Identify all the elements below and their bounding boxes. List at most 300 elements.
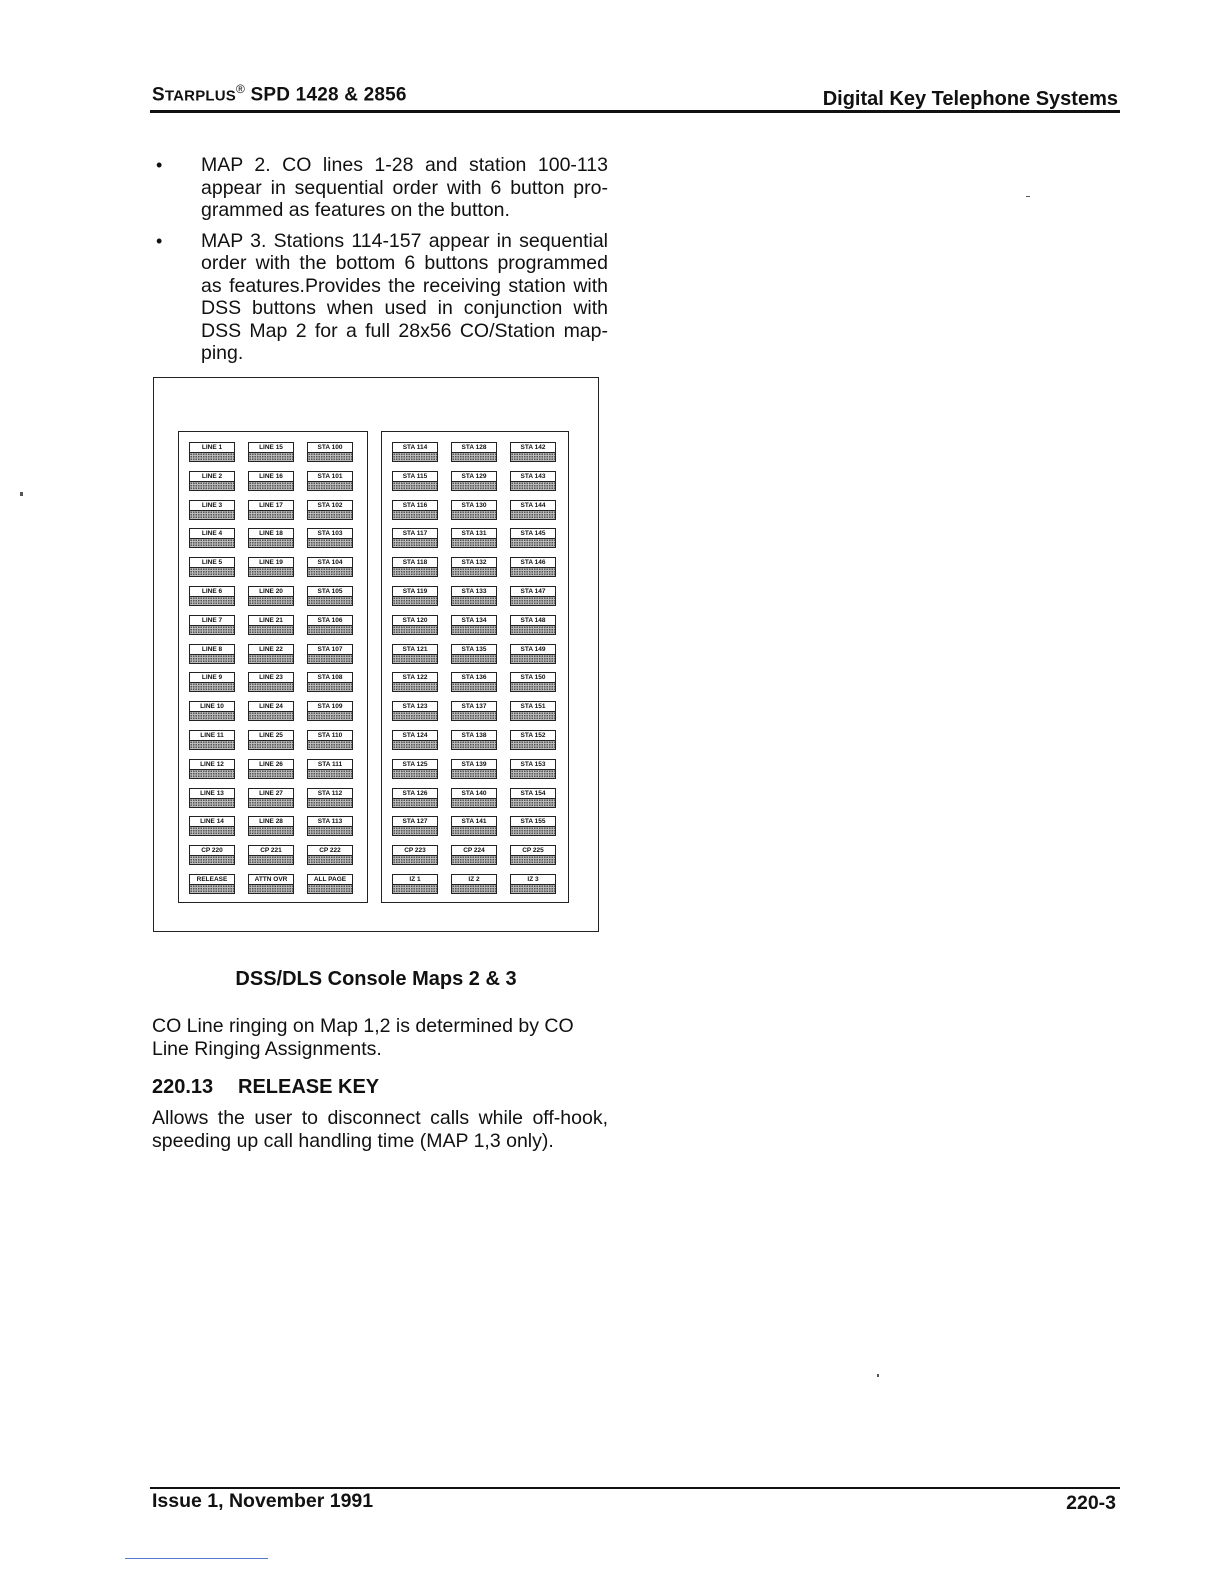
bullet-dot: • (156, 230, 163, 251)
console-button (510, 528, 556, 548)
console-button-label: STA 127 (392, 816, 438, 827)
console-button-lamp (189, 683, 235, 692)
console-button (307, 701, 353, 721)
console-button (307, 557, 353, 577)
console-button-label: STA 149 (510, 644, 556, 655)
console-button-lamp (392, 597, 438, 606)
console-button-label: STA 105 (307, 586, 353, 597)
console-button (510, 759, 556, 779)
console-button (451, 672, 497, 692)
console-button (392, 816, 438, 836)
console-button-label: STA 142 (510, 442, 556, 453)
console-button-label: LINE 28 (248, 816, 294, 827)
footer-page-number: 220-3 (1066, 1492, 1116, 1514)
console-button-lamp (189, 799, 235, 808)
console-button-label: LINE 12 (189, 759, 235, 770)
console-button (510, 701, 556, 721)
console-button-label: LINE 10 (189, 701, 235, 712)
console-button (189, 816, 235, 836)
console-button-label: LINE 25 (248, 730, 294, 741)
console-button-lamp (307, 539, 353, 548)
console-button (307, 672, 353, 692)
console-button-label: STA 155 (510, 816, 556, 827)
console-button-label: STA 118 (392, 557, 438, 568)
console-button-lamp (189, 597, 235, 606)
console-button-lamp (248, 683, 294, 692)
console-button-label: LINE 2 (189, 471, 235, 482)
console-button-label: STA 152 (510, 730, 556, 741)
console-button-label: STA 114 (392, 442, 438, 453)
console-button (392, 442, 438, 462)
console-button-lamp (392, 655, 438, 664)
model-name: SPD 1428 & 2856 (250, 84, 407, 106)
console-button-lamp (189, 482, 235, 491)
console-button-label: STA 113 (307, 816, 353, 827)
scan-artifact-line (125, 1558, 268, 1559)
console-button-label: LINE 26 (248, 759, 294, 770)
console-button (248, 586, 294, 606)
console-button-lamp (248, 770, 294, 779)
console-button (307, 730, 353, 750)
console-button-lamp (307, 453, 353, 462)
console-button-lamp (510, 597, 556, 606)
console-button-lamp (510, 741, 556, 750)
console-button-label: LINE 23 (248, 672, 294, 683)
console-button-label: STA 125 (392, 759, 438, 770)
dss-console-map-3 (381, 431, 569, 903)
console-button-lamp (189, 856, 235, 865)
console-button-label: STA 135 (451, 644, 497, 655)
console-button-label: IZ 3 (510, 874, 556, 885)
console-button (451, 615, 497, 635)
console-button (510, 730, 556, 750)
console-button-lamp (392, 799, 438, 808)
console-button-label: STA 140 (451, 788, 497, 799)
registered-mark: ® (236, 82, 246, 96)
console-button-lamp (451, 453, 497, 462)
console-button-lamp (451, 511, 497, 520)
console-button (510, 615, 556, 635)
console-button-lamp (189, 712, 235, 721)
console-button (307, 615, 353, 635)
console-button (189, 557, 235, 577)
console-button (248, 500, 294, 520)
console-button (248, 845, 294, 865)
console-button-lamp (451, 856, 497, 865)
console-button-lamp (510, 511, 556, 520)
console-button-lamp (307, 568, 353, 577)
console-button (248, 471, 294, 491)
console-button-label: STA 117 (392, 528, 438, 539)
console-button-lamp (307, 712, 353, 721)
console-button-label: LINE 8 (189, 644, 235, 655)
console-button-lamp (392, 482, 438, 491)
console-button-lamp (307, 655, 353, 664)
console-button-lamp (451, 712, 497, 721)
console-button-label: CP 224 (451, 845, 497, 856)
console-button-label: LINE 1 (189, 442, 235, 453)
console-button-lamp (510, 856, 556, 865)
console-button (392, 557, 438, 577)
console-button-label: STA 148 (510, 615, 556, 626)
console-button-lamp (189, 827, 235, 836)
console-button (189, 845, 235, 865)
console-button (189, 471, 235, 491)
console-button-label: STA 146 (510, 557, 556, 568)
console-button (189, 730, 235, 750)
console-button-label: STA 129 (451, 471, 497, 482)
paragraph-ringing: CO Line ringing on Map 1,2 is determined by CO Line Ringing Assignments. (152, 1015, 574, 1060)
console-button-lamp (451, 683, 497, 692)
footer-issue: Issue 1, November 1991 (152, 1490, 374, 1512)
console-button (189, 759, 235, 779)
console-button-lamp (189, 885, 235, 894)
console-button-lamp (307, 770, 353, 779)
console-button (510, 672, 556, 692)
console-button-lamp (248, 712, 294, 721)
console-button-lamp (451, 626, 497, 635)
console-button-lamp (510, 770, 556, 779)
console-button (248, 759, 294, 779)
console-button-label: STA 128 (451, 442, 497, 453)
console-button-lamp (307, 597, 353, 606)
console-button-lamp (248, 482, 294, 491)
console-button (307, 442, 353, 462)
console-button-label: STA 104 (307, 557, 353, 568)
console-button (307, 816, 353, 836)
console-button-label: STA 106 (307, 615, 353, 626)
console-button (451, 845, 497, 865)
console-button-label: STA 123 (392, 701, 438, 712)
console-button-label: STA 153 (510, 759, 556, 770)
console-button-label: STA 115 (392, 471, 438, 482)
console-button-lamp (307, 741, 353, 750)
section-heading (152, 1076, 379, 1099)
console-button-label: STA 119 (392, 586, 438, 597)
console-button-label: STA 103 (307, 528, 353, 539)
console-button-label: STA 108 (307, 672, 353, 683)
console-button (189, 615, 235, 635)
console-button (307, 644, 353, 664)
paragraph-release-key: Allows the user to disconnect calls while off-hook, speeding up call handling time (MAP 1,3 only). (152, 1107, 608, 1152)
section-title: RELEASE KEY (238, 1076, 380, 1098)
console-button-label: LINE 9 (189, 672, 235, 683)
console-button (248, 557, 294, 577)
console-button (307, 874, 353, 894)
console-button (451, 442, 497, 462)
scan-speck (20, 492, 23, 496)
console-button-label: CP 221 (248, 845, 294, 856)
console-button (510, 845, 556, 865)
console-button-lamp (307, 885, 353, 894)
footer-rule (150, 1487, 1120, 1489)
console-button (392, 730, 438, 750)
console-button-lamp (392, 568, 438, 577)
bullet-text: MAP 2. CO lines 1-28 and station 100-113 appear in sequential order with 6 button pro-grammed as features on the button. (201, 154, 608, 221)
console-button-lamp (451, 827, 497, 836)
console-button-label: LINE 4 (189, 528, 235, 539)
console-button-lamp (307, 482, 353, 491)
console-button (510, 816, 556, 836)
console-button-lamp (248, 568, 294, 577)
console-button-lamp (510, 885, 556, 894)
console-button-lamp (392, 741, 438, 750)
console-button-lamp (248, 741, 294, 750)
console-button-lamp (248, 856, 294, 865)
console-button (451, 557, 497, 577)
console-button-lamp (392, 453, 438, 462)
console-button-lamp (510, 655, 556, 664)
console-button-lamp (510, 712, 556, 721)
console-button-lamp (510, 453, 556, 462)
console-button-label: CP 225 (510, 845, 556, 856)
console-button-lamp (510, 626, 556, 635)
console-button-label: CP 223 (392, 845, 438, 856)
console-button-lamp (451, 568, 497, 577)
console-button-label: STA 131 (451, 528, 497, 539)
console-button-label: STA 110 (307, 730, 353, 741)
console-button-lamp (510, 568, 556, 577)
console-button-label: IZ 1 (392, 874, 438, 885)
console-button (451, 471, 497, 491)
console-button-label: STA 122 (392, 672, 438, 683)
console-button-lamp (307, 799, 353, 808)
console-button-label: STA 126 (392, 788, 438, 799)
console-button-lamp (248, 827, 294, 836)
console-button (392, 672, 438, 692)
console-button-label: STA 109 (307, 701, 353, 712)
console-button (392, 471, 438, 491)
console-button (510, 557, 556, 577)
console-button (451, 586, 497, 606)
console-button (451, 644, 497, 664)
section-number: 220.13 (152, 1076, 214, 1098)
console-button-label: STA 143 (510, 471, 556, 482)
scan-speck (1026, 196, 1030, 197)
console-button-label: STA 133 (451, 586, 497, 597)
console-button-lamp (248, 885, 294, 894)
console-button-lamp (248, 511, 294, 520)
console-button-label: LINE 19 (248, 557, 294, 568)
console-button-lamp (451, 770, 497, 779)
console-button (451, 730, 497, 750)
console-button (307, 471, 353, 491)
console-button (392, 759, 438, 779)
console-button-lamp (248, 539, 294, 548)
console-button-label: LINE 21 (248, 615, 294, 626)
console-button (248, 644, 294, 664)
console-button-lamp (189, 453, 235, 462)
console-button (248, 874, 294, 894)
console-button-lamp (392, 856, 438, 865)
console-button (451, 528, 497, 548)
console-button (189, 874, 235, 894)
console-button-label: STA 102 (307, 500, 353, 511)
console-button (510, 500, 556, 520)
console-button-label: STA 121 (392, 644, 438, 655)
console-button-lamp (189, 770, 235, 779)
console-maps-figure (153, 377, 599, 932)
console-button-lamp (392, 539, 438, 548)
console-button-label: ATTN OVR (248, 874, 294, 885)
console-button (510, 586, 556, 606)
console-button-lamp (392, 770, 438, 779)
console-button (248, 701, 294, 721)
bullet-item (152, 230, 608, 365)
brand-initial: S (152, 84, 165, 106)
console-button-label: LINE 27 (248, 788, 294, 799)
figure-caption: DSS/DLS Console Maps 2 & 3 (235, 968, 517, 990)
console-button (307, 788, 353, 808)
console-button-label: STA 107 (307, 644, 353, 655)
console-button-lamp (307, 626, 353, 635)
bullet-dot: • (156, 155, 163, 175)
console-button-label: ALL PAGE (307, 874, 353, 885)
console-button-lamp (392, 712, 438, 721)
console-button-label: STA 112 (307, 788, 353, 799)
console-button (307, 759, 353, 779)
console-button-lamp (189, 655, 235, 664)
console-button-lamp (510, 539, 556, 548)
console-button-lamp (451, 799, 497, 808)
console-button-label: STA 137 (451, 701, 497, 712)
console-button (392, 701, 438, 721)
console-button (451, 759, 497, 779)
console-button-lamp (307, 683, 353, 692)
console-button-label: LINE 16 (248, 471, 294, 482)
console-button (392, 845, 438, 865)
console-button-lamp (451, 482, 497, 491)
console-button (510, 788, 556, 808)
console-button (189, 500, 235, 520)
console-button-label: STA 145 (510, 528, 556, 539)
console-button-label: LINE 22 (248, 644, 294, 655)
console-button (451, 874, 497, 894)
console-button-lamp (248, 799, 294, 808)
console-button-label: STA 116 (392, 500, 438, 511)
console-button-label: CP 222 (307, 845, 353, 856)
console-button-label: STA 141 (451, 816, 497, 827)
dss-console-map-2 (178, 431, 368, 903)
console-button-label: RELEASE (189, 874, 235, 885)
brand-smallcaps: TARPLUS (164, 87, 236, 105)
console-button-lamp (392, 827, 438, 836)
console-button-label: CP 220 (189, 845, 235, 856)
console-button-lamp (451, 597, 497, 606)
console-button (248, 442, 294, 462)
console-button (510, 442, 556, 462)
console-button (392, 615, 438, 635)
console-button-label: LINE 13 (189, 788, 235, 799)
console-button (307, 845, 353, 865)
console-button-lamp (248, 453, 294, 462)
console-button-lamp (307, 511, 353, 520)
console-button-lamp (451, 885, 497, 894)
console-button-lamp (510, 482, 556, 491)
console-button-lamp (392, 885, 438, 894)
console-button-lamp (510, 683, 556, 692)
console-button (510, 644, 556, 664)
console-button-label: STA 132 (451, 557, 497, 568)
console-button-label: STA 151 (510, 701, 556, 712)
console-button (189, 788, 235, 808)
console-button-lamp (451, 655, 497, 664)
bullet-list (152, 154, 608, 373)
console-button-lamp (248, 597, 294, 606)
console-button-label: STA 130 (451, 500, 497, 511)
console-button (451, 701, 497, 721)
console-button-lamp (189, 626, 235, 635)
console-button (392, 788, 438, 808)
console-button (307, 586, 353, 606)
console-button-lamp (392, 626, 438, 635)
console-button (248, 672, 294, 692)
console-button-lamp (248, 655, 294, 664)
console-button (189, 644, 235, 664)
console-button-label: STA 136 (451, 672, 497, 683)
console-button (189, 672, 235, 692)
console-button-lamp (189, 568, 235, 577)
console-button-label: LINE 24 (248, 701, 294, 712)
console-button (510, 471, 556, 491)
console-button-lamp (451, 741, 497, 750)
console-button-label: LINE 7 (189, 615, 235, 626)
console-button (248, 730, 294, 750)
running-header-title: Digital Key Telephone Systems (822, 88, 1118, 110)
console-button-label: STA 111 (307, 759, 353, 770)
console-button (189, 701, 235, 721)
console-button-lamp (392, 511, 438, 520)
console-button-label: LINE 17 (248, 500, 294, 511)
bullet-text: MAP 3. Stations 114-157 appear in sequential order with the bottom 6 buttons programmed as features.Provides the receiving station with DSS buttons when used in conjunction with DSS Map 2 for a full 28x56 CO/Station map-ping. (201, 229, 608, 364)
console-button-lamp (189, 539, 235, 548)
console-button-label: LINE 15 (248, 442, 294, 453)
console-button-label: IZ 2 (451, 874, 497, 885)
console-button (392, 874, 438, 894)
console-button-label: STA 138 (451, 730, 497, 741)
console-button-label: STA 154 (510, 788, 556, 799)
console-button (248, 816, 294, 836)
console-button (248, 528, 294, 548)
console-button (189, 586, 235, 606)
console-button (248, 615, 294, 635)
console-button-label: STA 139 (451, 759, 497, 770)
console-button (451, 500, 497, 520)
console-button-lamp (392, 683, 438, 692)
console-button (392, 500, 438, 520)
console-button-label: LINE 18 (248, 528, 294, 539)
console-button (189, 442, 235, 462)
console-button-label: STA 150 (510, 672, 556, 683)
console-button-label: LINE 5 (189, 557, 235, 568)
console-button-lamp (189, 511, 235, 520)
console-button-lamp (510, 827, 556, 836)
running-header-product (152, 82, 407, 106)
console-button (451, 816, 497, 836)
console-button (307, 500, 353, 520)
console-button-lamp (307, 856, 353, 865)
console-button-lamp (510, 799, 556, 808)
console-button-label: STA 134 (451, 615, 497, 626)
console-button (189, 528, 235, 548)
header-rule (150, 110, 1120, 113)
console-button-label: LINE 14 (189, 816, 235, 827)
console-button-label: LINE 20 (248, 586, 294, 597)
console-button (392, 586, 438, 606)
console-button-label: STA 120 (392, 615, 438, 626)
console-button-lamp (451, 539, 497, 548)
console-button (307, 528, 353, 548)
